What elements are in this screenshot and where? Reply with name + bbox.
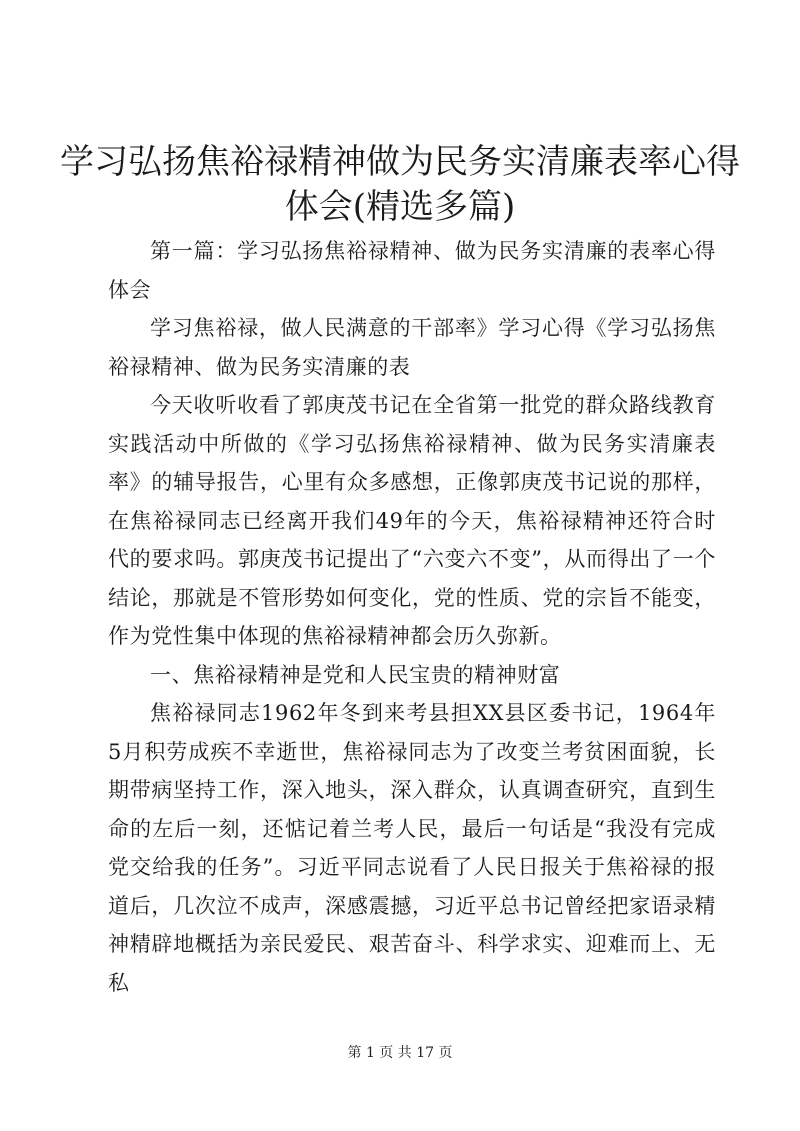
paragraph-section-1: 焦裕禄同志1962年冬到来考县担XX县区委书记，1964年5月积劳成疾不幸逝世，焦裕禄同志为了改变兰考贫困面貌，长期带病坚持工作，深入地头，深入群众，认真调查研究，直到生命的左后一刻，还惦记着兰考人民，最后一句话是“我没有完成党交给我的任务”。习近平同志说看了人民日报关于焦裕禄的报道后，几次泣不成声，深感震撼，习近平总书记曾经把家语录精神精辟地概括为亲民爱民、艰苦奋斗、科学求实、迎难而上、无私 (108, 701, 716, 995)
paragraph-subtitle: 学习焦裕禄，做人民满意的干部率》学习心得《学习弘扬焦裕禄精神、做为民务实清廉的表 (108, 316, 716, 379)
paragraph-intro: 今天收听收看了郭庚茂书记在全省第一批党的群众路线教育实践活动中所做的《学习弘扬焦裕禄精神、做为民务实清廉表率》的辅导报告，心里有众多感想，正像郭庚茂书记说的那样，在焦裕禄同志已经离开我们49年的今天，焦裕禄精神还符合时代的要求吗。郭庚茂书记提出了“六变六不变”，从而得出了一个结论，那就是不管形势如何变化，党的性质、党的宗旨不能变，作为党性集中体现的焦裕禄精神都会历久弥新。 (108, 393, 716, 648)
section-heading-1: 一、焦裕禄精神是党和人民宝贵的精神财富 (150, 662, 561, 687)
document-title-line-2: 体会(精选多篇) (284, 187, 516, 227)
page-footer: 第 1 页 共 17 页 (347, 1045, 453, 1061)
document-title-line-1: 学习弘扬焦裕禄精神做为民务实清廉表率心得 (60, 142, 740, 182)
document-body (108, 232, 716, 1002)
paragraph-chapter-heading: 第一篇：学习弘扬焦裕禄精神、做为民务实清廉的表率心得体会 (108, 239, 716, 302)
